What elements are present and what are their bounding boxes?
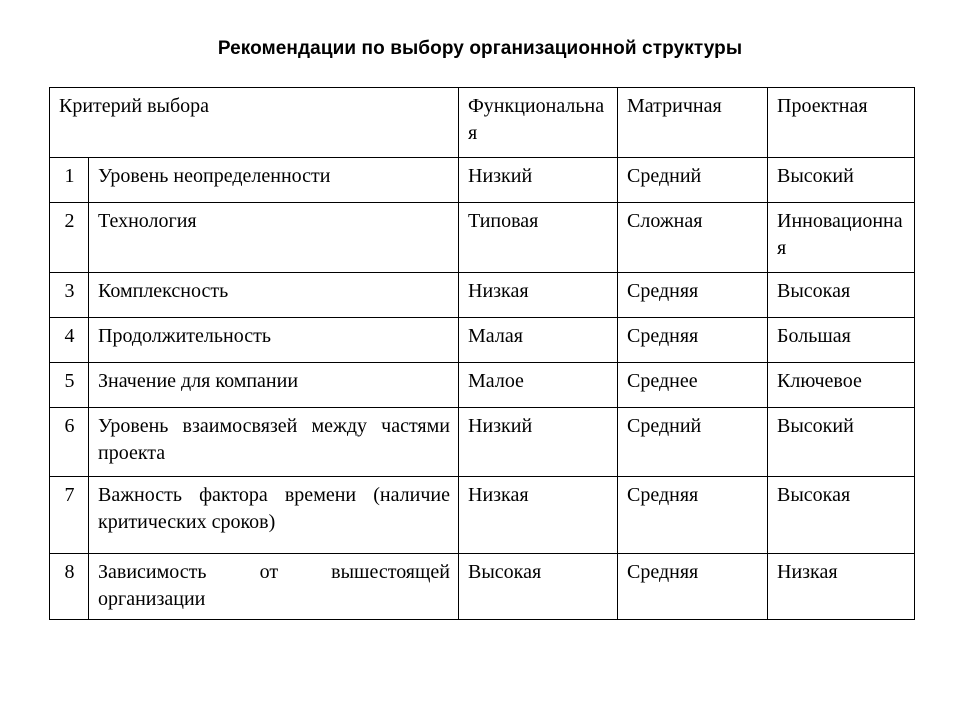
row-number: 4 bbox=[50, 318, 89, 363]
functional-cell: Низкая bbox=[459, 477, 618, 554]
functional-cell: Высокая bbox=[459, 554, 618, 620]
matrix-cell: Средняя bbox=[618, 554, 768, 620]
header-functional: Функциональная bbox=[459, 88, 618, 158]
table-row bbox=[50, 203, 915, 273]
functional-cell: Низкая bbox=[459, 273, 618, 318]
criterion-cell: Комплексность bbox=[89, 273, 459, 318]
criterion-cell: Уровень взаимосвязей между частями проекта bbox=[89, 408, 459, 477]
row-number: 3 bbox=[50, 273, 89, 318]
matrix-cell: Средняя bbox=[618, 477, 768, 554]
criterion-cell: Уровень неопределенности bbox=[89, 158, 459, 203]
row-number: 2 bbox=[50, 203, 89, 273]
project-cell: Высокая bbox=[768, 477, 915, 554]
matrix-cell: Среднее bbox=[618, 363, 768, 408]
functional-cell: Малая bbox=[459, 318, 618, 363]
project-cell: Инновационная bbox=[768, 203, 915, 273]
table-row bbox=[50, 158, 915, 203]
row-number: 7 bbox=[50, 477, 89, 554]
project-cell: Высокий bbox=[768, 158, 915, 203]
project-cell: Низкая bbox=[768, 554, 915, 620]
table-row bbox=[50, 273, 915, 318]
row-number: 6 bbox=[50, 408, 89, 477]
header-matrix: Матричная bbox=[618, 88, 768, 158]
project-cell: Высокая bbox=[768, 273, 915, 318]
table-row bbox=[50, 408, 915, 477]
project-cell: Большая bbox=[768, 318, 915, 363]
table-header-row bbox=[50, 88, 915, 158]
matrix-cell: Сложная bbox=[618, 203, 768, 273]
header-project: Проектная bbox=[768, 88, 915, 158]
functional-cell: Низкий bbox=[459, 408, 618, 477]
criterion-cell: Значение для компании bbox=[89, 363, 459, 408]
row-number: 1 bbox=[50, 158, 89, 203]
table-row bbox=[50, 363, 915, 408]
table-row bbox=[50, 554, 915, 620]
matrix-cell: Средняя bbox=[618, 318, 768, 363]
table-row bbox=[50, 477, 915, 554]
criterion-cell: Зависимость от вышестоящей организации bbox=[89, 554, 459, 620]
criterion-cell: Важность фактора времени (наличие критических сроков) bbox=[89, 477, 459, 554]
matrix-cell: Средний bbox=[618, 158, 768, 203]
criterion-cell: Продолжительность bbox=[89, 318, 459, 363]
functional-cell: Низкий bbox=[459, 158, 618, 203]
header-criterion: Критерий выбора bbox=[50, 88, 459, 158]
project-cell: Высокий bbox=[768, 408, 915, 477]
functional-cell: Малое bbox=[459, 363, 618, 408]
matrix-cell: Средняя bbox=[618, 273, 768, 318]
table-row bbox=[50, 318, 915, 363]
criterion-cell: Технология bbox=[89, 203, 459, 273]
matrix-cell: Средний bbox=[618, 408, 768, 477]
row-number: 8 bbox=[50, 554, 89, 620]
row-number: 5 bbox=[50, 363, 89, 408]
page-title: Рекомендации по выбору организационной структуры bbox=[217, 38, 743, 59]
project-cell: Ключевое bbox=[768, 363, 915, 408]
criteria-table bbox=[49, 87, 915, 620]
functional-cell: Типовая bbox=[459, 203, 618, 273]
